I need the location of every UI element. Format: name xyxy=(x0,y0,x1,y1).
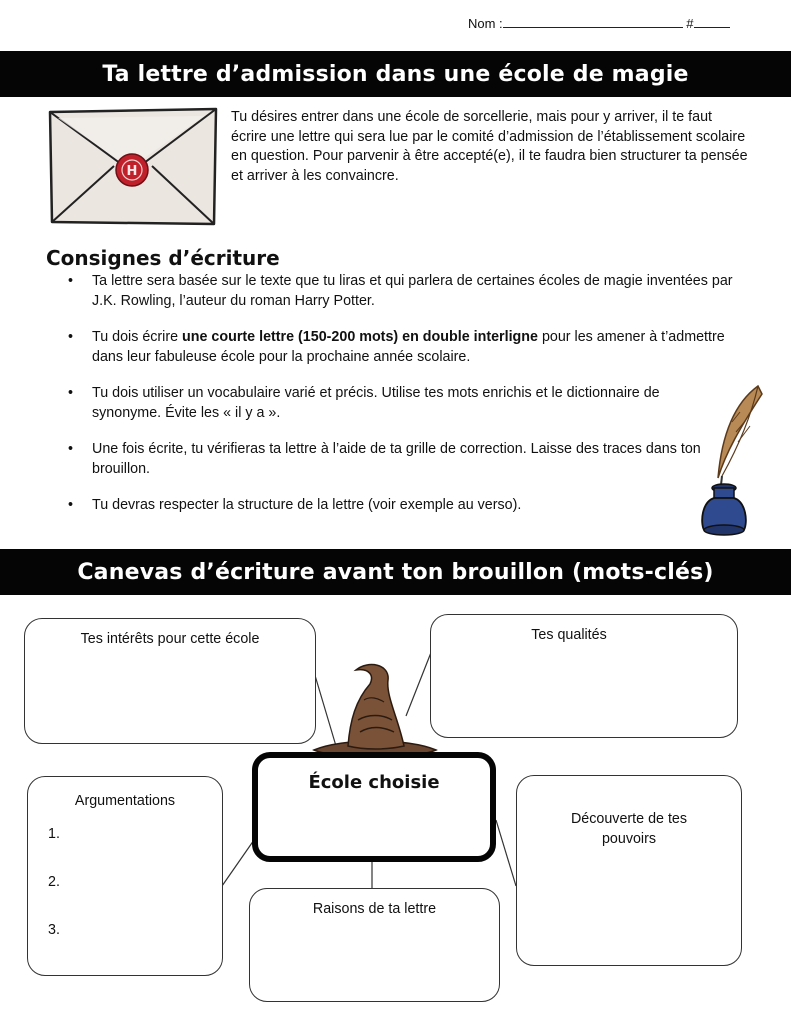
instructions-title: Consignes d’écriture xyxy=(46,246,280,270)
page-title: Ta lettre d’admission dans une école de magie xyxy=(102,61,689,87)
argument-number: 3. xyxy=(48,922,60,938)
name-label: Nom : xyxy=(468,16,503,31)
powers-label: Découverte de tes pouvoirs xyxy=(570,811,688,847)
argument-number: 2. xyxy=(48,874,60,890)
canvas-title: Canevas d’écriture avant ton brouillon (mots-clés) xyxy=(77,559,714,585)
instruction-item: • Une fois écrite, tu vérifieras ta lettre à l’aide de ta grille de correction. Laisse des traces dans ton brouillon. xyxy=(60,440,712,479)
powers-box[interactable] xyxy=(516,775,742,966)
sorting-hat-icon xyxy=(312,660,438,760)
intro-paragraph: Tu désires entrer dans une école de sorcellerie, mais pour y arriver, il te faut écrire une lettre qui sera lue par le comité d’admission de l’établissement scolaire en question. Pour parvenir à être accepté(e), il te faudra bien structurer ta pensée et arriver à les convaincre. xyxy=(231,109,748,184)
reasons-label: Raisons de ta lettre xyxy=(312,901,437,917)
chosen-school-box[interactable] xyxy=(252,752,496,862)
instruction-item: • Ta lettre sera basée sur le texte que tu liras et qui parlera de certaines écoles de magie inventées par J.K. Rowling, l’auteur du roman Harry Potter. xyxy=(60,272,740,311)
chosen-school-label: École choisie xyxy=(308,772,440,793)
interests-label: Tes intérêts pour cette école xyxy=(80,631,260,647)
qualities-label: Tes qualités xyxy=(531,627,607,643)
number-label: # xyxy=(686,16,694,31)
arguments-label: Argumentations xyxy=(74,793,176,809)
argument-number: 1. xyxy=(48,826,60,842)
seal-letter: H xyxy=(126,164,138,179)
instruction-item: • Tu dois écrire une courte lettre (150-200 mots) en double interligne pour les amener à t’admettre dans leur fabuleuse école pour la prochaine année scolaire. xyxy=(60,328,740,367)
instruction-item: • Tu dois utiliser un vocabulaire varié et précis. Utilise tes mots enrichis et le dictionnaire de synonyme. Évite les « il y a ». xyxy=(60,384,732,423)
instruction-item: • Tu devras respecter la structure de la lettre (voir exemple au verso). xyxy=(60,496,740,516)
